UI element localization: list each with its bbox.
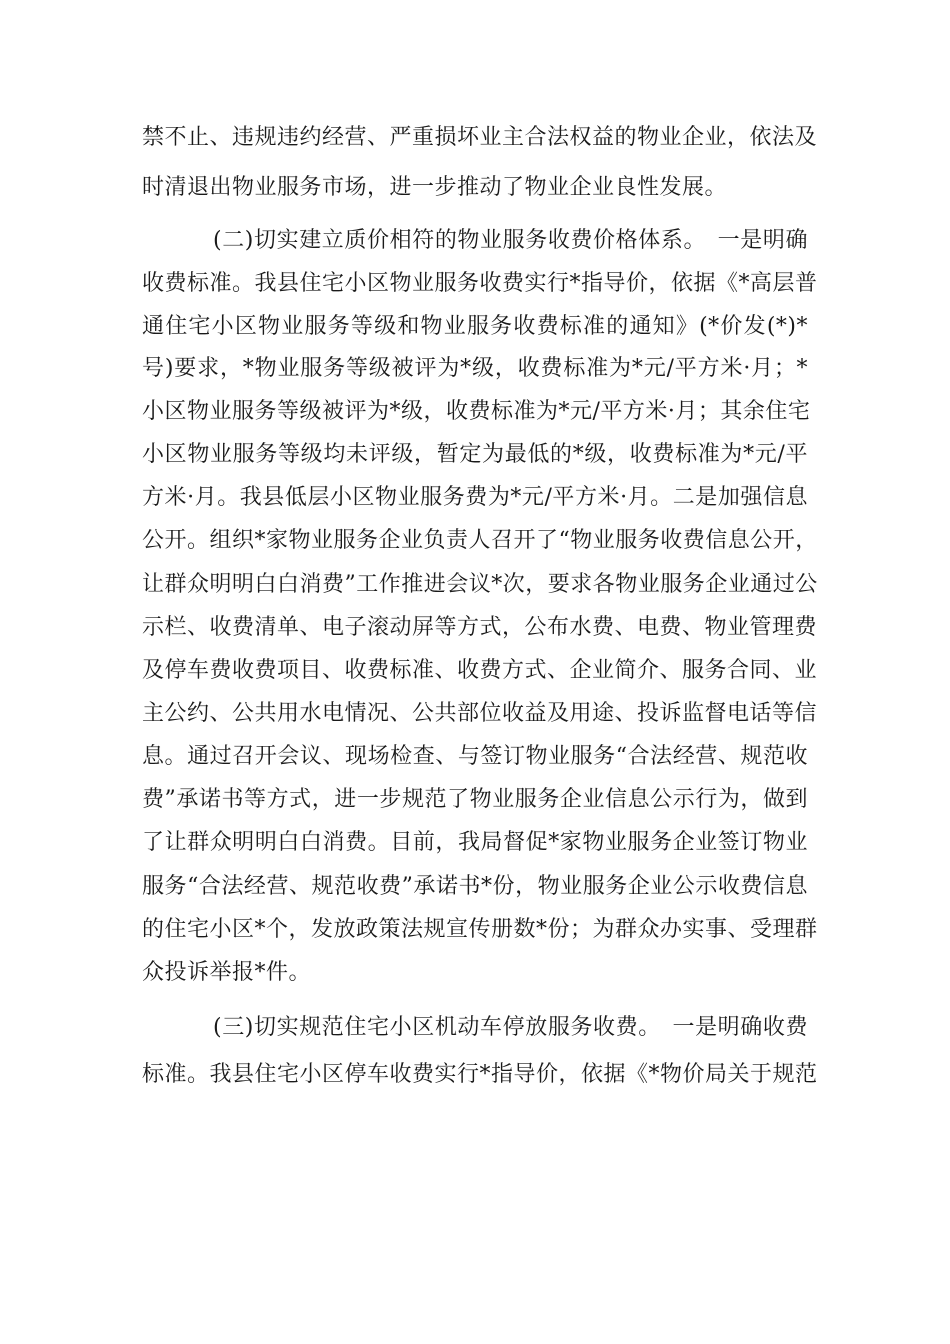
text-line: 号)要求，*物业服务等级被评为*级，收费标准为*元/平方米·月；*: [142, 356, 808, 381]
text-line: 示栏、收费清单、电子滚动屏等方式，公布水费、电费、物业管理费: [142, 615, 818, 640]
section-heading-line: (二)切实建立质价相符的物业服务收费价格体系。 一是明确: [213, 228, 808, 253]
text-line: 主公约、公共用水电情况、公共部位收益及用途、投诉监督电话等信: [142, 701, 818, 726]
text-line: 费”承诺书等方式，进一步规范了物业服务企业信息公示行为，做到: [142, 787, 808, 812]
text-line: 的住宅小区*个，发放政策法规宣传册数*份；为群众办实事、受理群: [142, 917, 818, 942]
text-line: 收费标准。我县住宅小区物业服务收费实行*指导价，依据《*高层普: [142, 271, 818, 296]
text-line: 服务“合法经营、规范收费”承诺书*份，物业服务企业公示收费信息: [142, 874, 808, 899]
text-line: 通住宅小区物业服务等级和物业服务收费标准的通知》(*价发(*)*: [142, 314, 808, 339]
text-line: 及停车费收费项目、收费标准、收费方式、企业简介、服务合同、业: [142, 658, 818, 683]
text-line: 小区物业服务等级均未评级，暂定为最低的*级，收费标准为*元/平: [142, 442, 808, 467]
text-line: 众投诉举报*件。: [142, 960, 312, 985]
text-line: 小区物业服务等级被评为*级，收费标准为*元/平方米·月；其余住宅: [142, 399, 811, 424]
text-line: 方米·月。我县低层小区物业服务费为*元/平方米·月。二是加强信息: [142, 485, 808, 510]
text-line: 禁不止、违规违约经营、严重损坏业主合法权益的物业企业，依法及: [142, 125, 818, 150]
text-line: 让群众明明白白消费”工作推进会议*次，要求各物业服务企业通过公: [142, 572, 818, 597]
text-line: 了让群众明明白白消费。目前，我局督促*家物业服务企业签订物业: [142, 830, 808, 855]
text-line: 公开。组织*家物业服务企业负责人召开了“物业服务收费信息公开，: [142, 528, 818, 553]
text-line: 标准。我县住宅小区停车收费实行*指导价，依据《*物价局关于规范: [142, 1062, 818, 1087]
text-line: 时清退出物业服务市场，进一步推动了物业企业良性发展。: [142, 175, 728, 200]
section-heading-line: (三)切实规范住宅小区机动车停放服务收费。 一是明确收费: [213, 1015, 808, 1040]
text-line: 息。通过召开会议、现场检查、与签订物业服务“合法经营、规范收: [142, 744, 808, 769]
